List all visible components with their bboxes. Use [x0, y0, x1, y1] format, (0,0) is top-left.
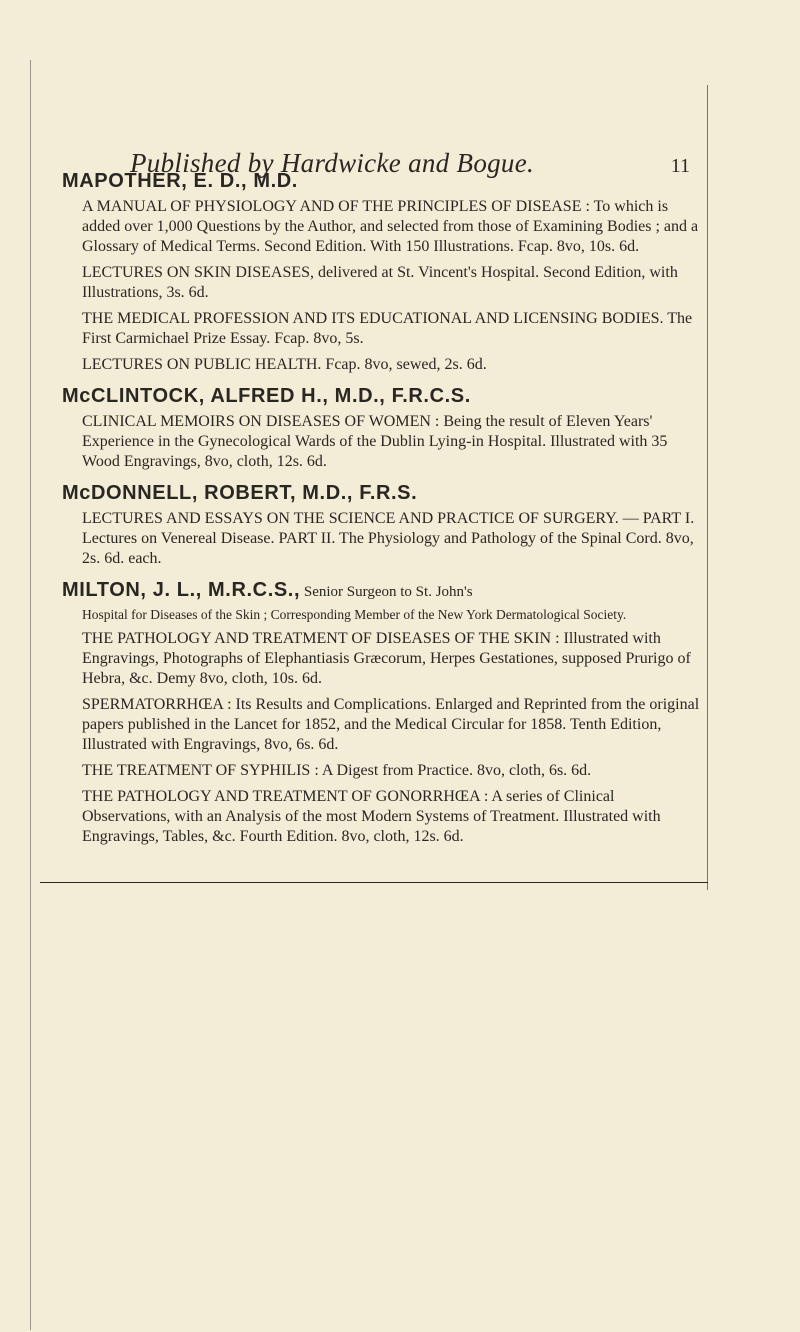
author-name: MAPOTHER, E. D., M.D.: [62, 170, 298, 192]
author-affiliation: Hospital for Diseases of the Skin ; Corresponding Member of the New York Dermatological Society.: [82, 607, 627, 622]
book-entry: THE MEDICAL PROFESSION AND ITS EDUCATIONAL AND LICENSING BODIES. The First Carmichael Prize Essay. Fcap. 8vo, 5s.: [82, 310, 693, 347]
author-section-mcclintock: [62, 385, 702, 472]
book-entry: LECTURES ON PUBLIC HEALTH. Fcap. 8vo, sewed, 2s. 6d.: [82, 356, 487, 373]
author-name: McDONNELL, ROBERT, M.D., F.R.S.: [62, 482, 418, 504]
author-section-milton: [62, 579, 702, 847]
page-edge-left: [30, 60, 31, 1330]
book-entry: CLINICAL MEMOIRS ON DISEASES OF WOMEN : Being the result of Eleven Years' Experience in the Gynecological Wards of the Dublin Lying-in Hospital. Illustrated with 35 Wood Engravings, 8vo, cloth, 12s. 6d.: [82, 413, 668, 470]
book-entry: THE PATHOLOGY AND TREATMENT OF DISEASES OF THE SKIN : Illustrated with Engravings, Photographs of Elephantiasis Græcorum, Herpes Gestationes, supposed Prurigo of Hebra, &c. Demy 8vo, cloth, 10s. 6d.: [82, 630, 691, 687]
running-title: Published by Hardwicke and Bogue.: [130, 148, 535, 178]
book-entry: SPERMATORRHŒA : Its Results and Complications. Enlarged and Reprinted from the original papers published in the Lancet for 1852, and the Medical Circular for 1858. Tenth Edition, Illustrated with Engravings, 8vo, 6s. 6d.: [82, 696, 700, 753]
page-edge-right: [707, 85, 708, 890]
page-number: 11: [670, 155, 690, 177]
author-name: McCLINTOCK, ALFRED H., M.D., F.R.C.S.: [62, 385, 471, 407]
book-entry: LECTURES ON SKIN DISEASES, delivered at St. Vincent's Hospital. Second Edition, with Illustrations, 3s. 6d.: [82, 264, 678, 301]
author-name: MILTON, J. L., M.R.C.S.,: [62, 579, 301, 601]
page-bottom-rule: [40, 882, 708, 883]
book-entry: THE PATHOLOGY AND TREATMENT OF GONORRHŒA : A series of Clinical Observations, with an Analysis of the most Modern Systems of Treatment. Illustrated with Engravings, Tables, &c. Fourth Edition. 8vo, cloth, 12s. 6d.: [82, 788, 661, 845]
book-entry: A MANUAL OF PHYSIOLOGY AND OF THE PRINCIPLES OF DISEASE : To which is added over 1,000 Questions by the Author, and selected from those of Examining Bodies ; and a Glossary of Medical Terms. Second Edition. With 150 Illustrations. Fcap. 8vo, 10s. 6d.: [82, 198, 699, 255]
author-description: Senior Surgeon to St. John's: [300, 584, 473, 600]
author-section-mapother: [62, 170, 702, 375]
book-entry: LECTURES AND ESSAYS ON THE SCIENCE AND PRACTICE OF SURGERY. — PART I. Lectures on Venereal Disease. PART II. The Physiology and Pathology of the Spinal Cord. 8vo, 2s. 6d. each.: [82, 510, 695, 567]
catalogue-content: [62, 170, 702, 857]
author-heading: [62, 579, 702, 602]
book-entry: THE TREATMENT OF SYPHILIS : A Digest from Practice. 8vo, cloth, 6s. 6d.: [82, 762, 592, 779]
author-section-mcdonnell: [62, 482, 702, 569]
